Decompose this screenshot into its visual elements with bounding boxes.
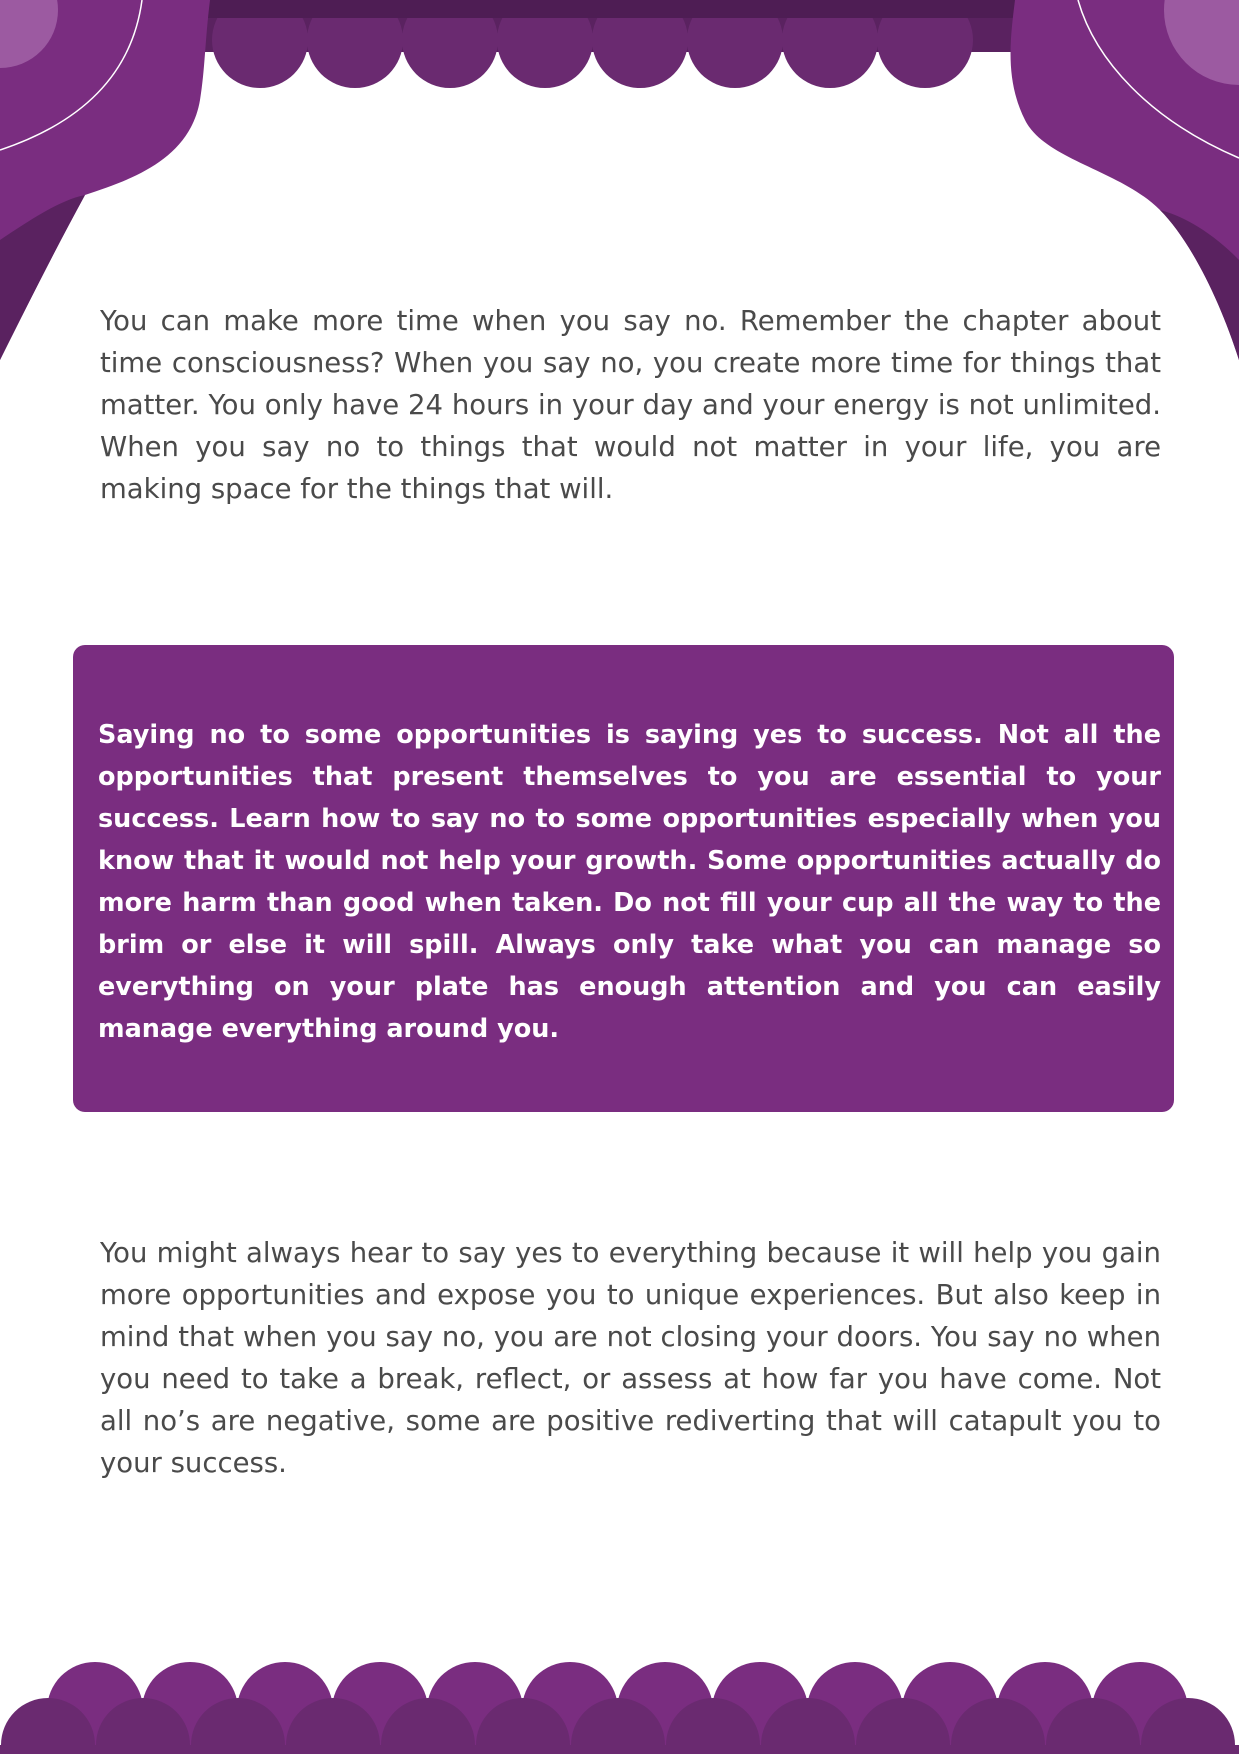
bottom-scallop-border	[0, 1662, 1239, 1754]
closing-paragraph: You might always hear to say yes to everything because it will help you gain more opportunities and expose you to unique experiences. But also keep in mind that when you say no, you are not closing your doors. You say no when you need to take a break, reflect, or assess at how far you have come. Not all no’s are negative, some are positive rediverting that will catapult you to your success.	[100, 1237, 1161, 1479]
callout-paragraph: Saying no to some opportunities is saying yes to success. Not all the opportunities that present themselves to you are essential to your success. Learn how to say no to some opportunities especially when you know that it would not help your growth. Some opportunities actually do more harm than good when taken. Do not fill your cup all the way to the brim or else it will spill. Always only take what you can manage so everything on your plate has enough attention and you can easily manage everything around you.	[98, 720, 1161, 1044]
intro-paragraph: You can make more time when you say no. Remember the chapter about time consciousness? When you say no, you create more time for things that matter. You only have 24 hours in your day and your energy is not unlimited. When you say no to things that would not matter in your life, you are making space for the things that will.	[100, 305, 1161, 505]
top-valance	[130, 0, 1040, 88]
callout-box	[73, 645, 1174, 1112]
